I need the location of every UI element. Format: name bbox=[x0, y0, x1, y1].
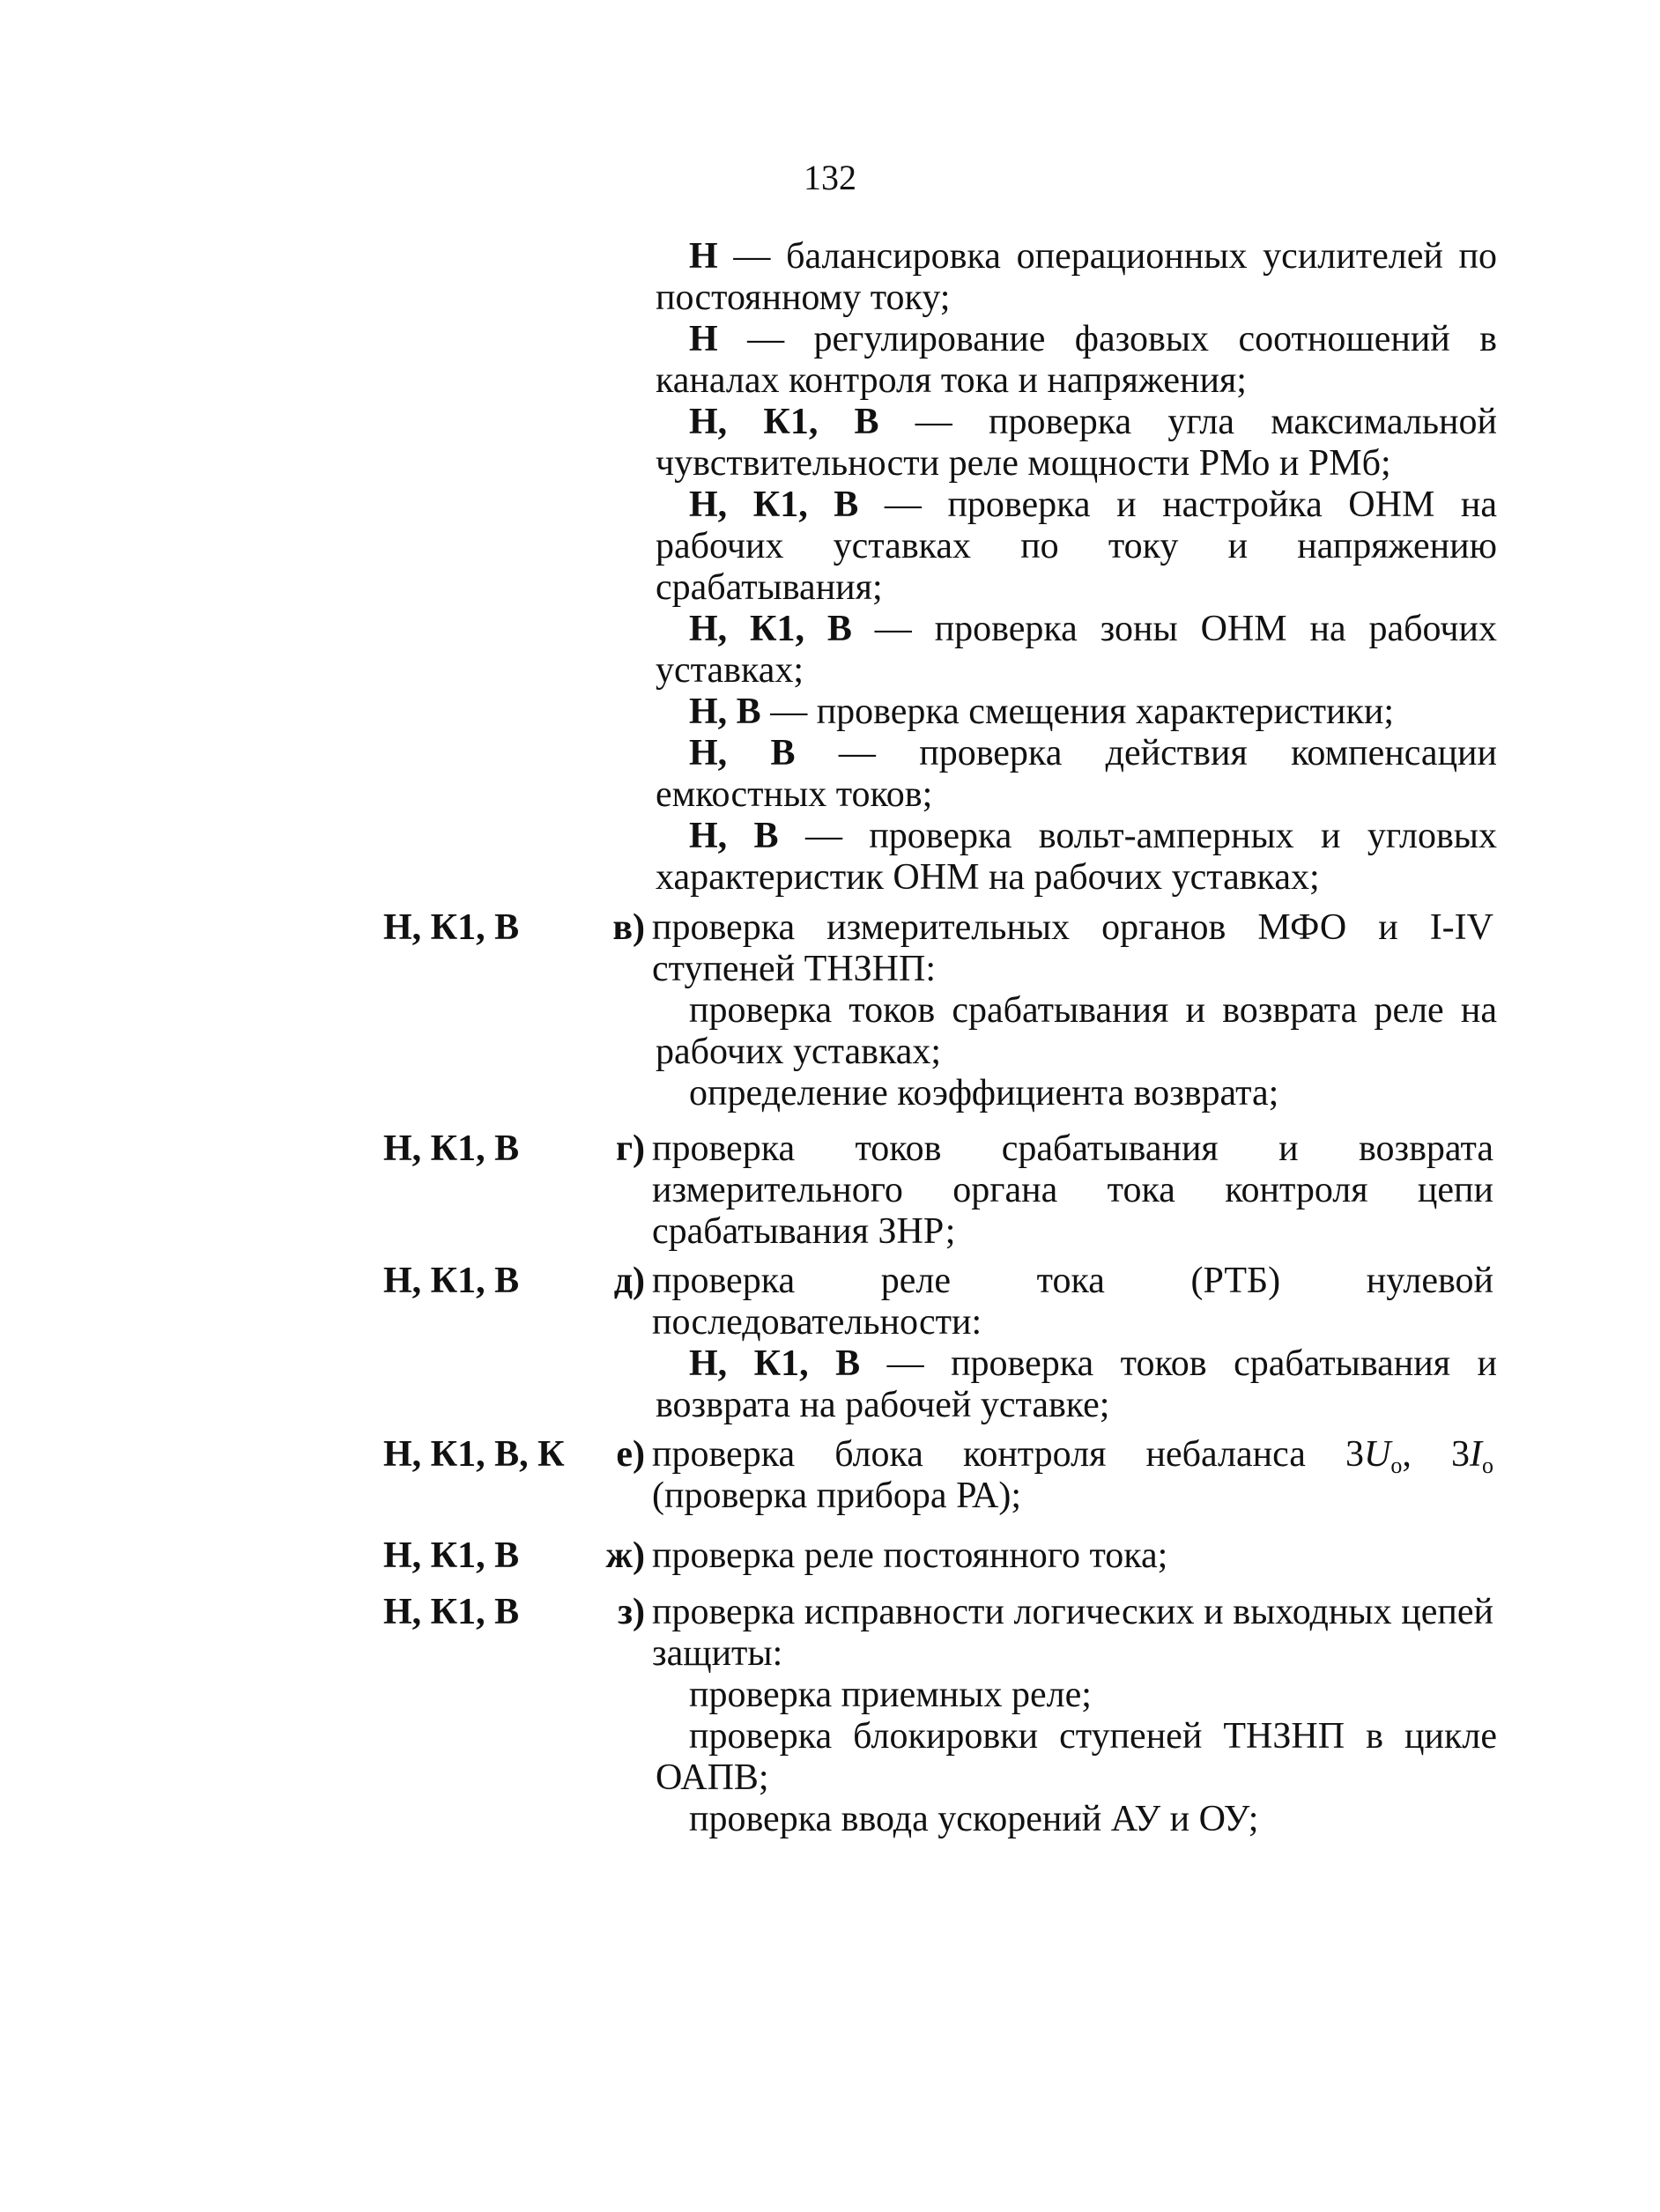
item-text-end: (проверка прибора РА); bbox=[652, 1476, 1022, 1516]
item-subline: проверка ввода ускорений АУ и ОУ; bbox=[689, 1799, 1259, 1839]
subitem-codes: Н, К1, В bbox=[689, 485, 859, 525]
subitem-text: проверка смещения характеристики; bbox=[816, 692, 1394, 732]
item-text: проверка реле тока (РТБ) нулевой последовательности: bbox=[652, 1261, 1493, 1343]
item-subline: определение коэффициента возврата; bbox=[689, 1073, 1279, 1113]
subitem-text: балансировка операционных усилителей по постоянному току; bbox=[656, 236, 1497, 318]
item-codes: Н, К1, В bbox=[383, 1261, 520, 1301]
zero-subscript: о bbox=[1390, 1453, 1403, 1478]
subitem-codes: Н, В bbox=[689, 692, 761, 732]
subitem-codes: Н, В bbox=[689, 733, 796, 773]
subitem-6 bbox=[656, 692, 1497, 733]
subitem-4 bbox=[656, 485, 1497, 609]
subitem-text: проверка вольт-амперных и угловых характеристик ОНМ на рабочих уставках; bbox=[656, 816, 1498, 898]
dash: — bbox=[733, 236, 771, 277]
item-letter: ж) bbox=[605, 1535, 645, 1576]
item-letter: з) bbox=[618, 1592, 645, 1632]
item-codes: Н, К1, В bbox=[383, 1535, 520, 1576]
dash: — bbox=[804, 816, 842, 856]
page-number: 132 bbox=[804, 158, 856, 197]
subitem-text: проверка и настройка ОНМ на рабочих уставках по току и напряжению срабатывания; bbox=[656, 485, 1497, 608]
item-letter: в) bbox=[612, 907, 645, 948]
item-text: проверка токов срабатывания и возврата измерительного органа тока контроля цепи срабатывания ЗНР; bbox=[652, 1128, 1493, 1252]
item-codes: Н, К1, В bbox=[383, 907, 520, 948]
subitem-text: проверка угла максимальной чувствительности реле мощности РМо и РМб; bbox=[656, 402, 1498, 484]
voltage-symbol: U bbox=[1364, 1434, 1391, 1475]
subitem-text: проверка токов срабатывания и возврата на рабочей уставке; bbox=[656, 1343, 1497, 1425]
subitem-2 bbox=[656, 319, 1497, 402]
subitem-codes: Н, К1, В bbox=[689, 1343, 861, 1384]
item-text bbox=[652, 1434, 1493, 1517]
item-letter: д) bbox=[613, 1261, 645, 1301]
item-text: проверка реле постоянного тока; bbox=[652, 1535, 1168, 1576]
item-letter: г) bbox=[615, 1128, 645, 1169]
subitem-codes: Н, В bbox=[689, 816, 779, 856]
item-text: проверка исправности логических и выходных цепей защиты: bbox=[652, 1592, 1493, 1674]
zero-subscript: о bbox=[1482, 1453, 1493, 1478]
item-subline bbox=[656, 1343, 1497, 1426]
subitem-3 bbox=[656, 402, 1497, 485]
subitem-codes: Н, К1, В bbox=[689, 402, 879, 442]
separator: , 3 bbox=[1402, 1434, 1470, 1475]
subitem-1 bbox=[656, 236, 1497, 319]
dash: — bbox=[915, 402, 952, 442]
subitem-codes: Н bbox=[689, 319, 718, 359]
subitem-7 bbox=[656, 733, 1497, 816]
subitem-8 bbox=[656, 816, 1497, 899]
subitem-codes: Н bbox=[689, 236, 718, 277]
subitem-text: проверка действия компенсации емкостных токов; bbox=[656, 733, 1497, 815]
item-subline: проверка блокировки ступеней ТНЗНП в цикле ОАПВ; bbox=[656, 1716, 1497, 1798]
item-subline: проверка приемных реле; bbox=[689, 1675, 1092, 1715]
item-text-start: проверка блока контроля небаланса 3 bbox=[652, 1434, 1365, 1475]
dash: — bbox=[886, 1343, 924, 1384]
current-symbol: I bbox=[1470, 1434, 1482, 1475]
dash: — bbox=[874, 609, 912, 649]
subitem-text: проверка зоны ОНМ на рабочих уставках; bbox=[656, 609, 1498, 691]
subitem-text: регулирование фазовых соотношений в каналах контроля тока и напряжения; bbox=[656, 319, 1497, 401]
item-text: проверка измерительных органов МФО и I-IV ступеней ТНЗНП: bbox=[652, 907, 1493, 989]
subitem-5 bbox=[656, 609, 1497, 692]
item-subline: проверка токов срабатывания и возврата реле на рабочих уставках; bbox=[656, 990, 1497, 1072]
list-item bbox=[0, 1128, 1660, 1261]
dash: — bbox=[770, 692, 808, 732]
item-codes: Н, К1, В bbox=[383, 1128, 520, 1169]
dash: — bbox=[747, 319, 785, 359]
subitem-codes: Н, К1, В bbox=[689, 609, 852, 649]
item-codes: Н, К1, В, К bbox=[383, 1434, 565, 1475]
dash: — bbox=[838, 733, 876, 773]
item-codes: Н, К1, В bbox=[383, 1592, 520, 1632]
dash: — bbox=[884, 485, 922, 525]
item-letter: е) bbox=[616, 1434, 645, 1475]
